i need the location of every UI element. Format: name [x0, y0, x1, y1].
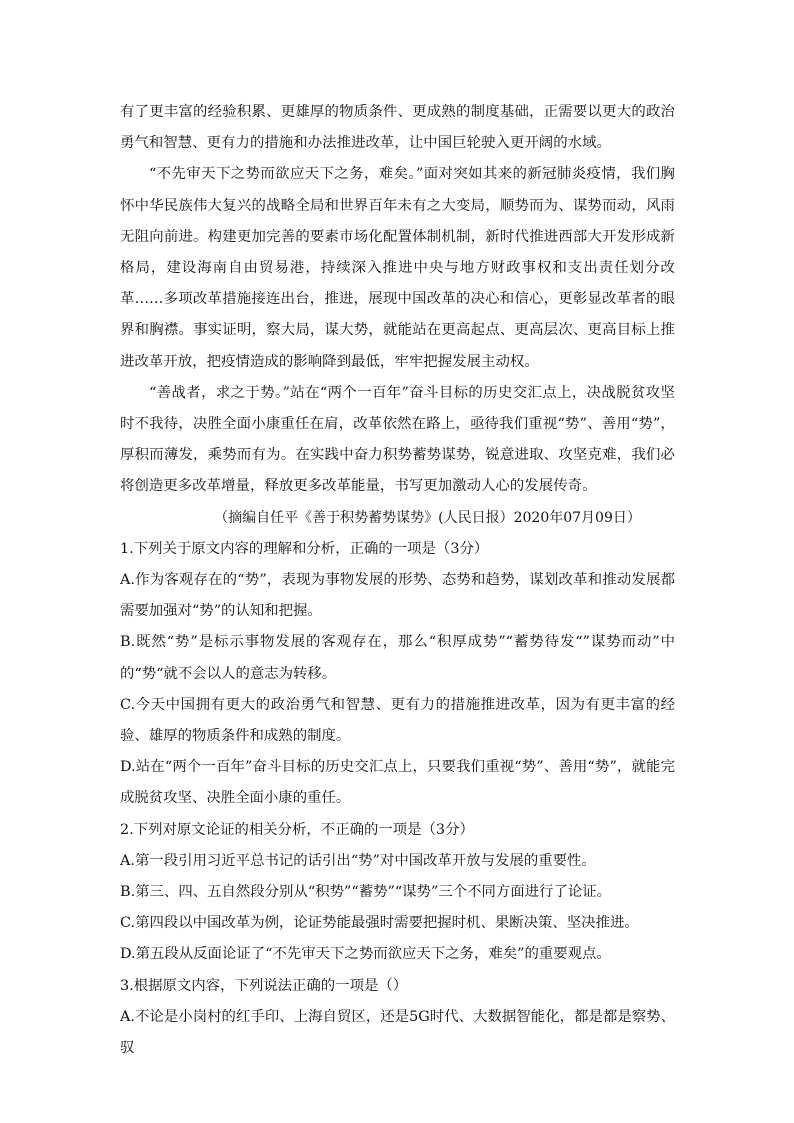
question-3 [120, 971, 675, 1065]
question-stem: 2.下列对原文论证的相关分析，不正确的一项是（3分） [120, 821, 474, 838]
option-a: A.作为客观存在的“势”，表现为事物发展的形势、态势和趋势，谋划改革和推动发展都需要加强对“势”的认知和把握。 [120, 572, 675, 620]
option-a: A.不论是小岗村的红手印、上海自贸区，还是5G时代、大数据智能化，都是都是察势、驭 [120, 1008, 675, 1057]
question-stem: 1.下列关于原文内容的理解和分析，正确的一项是（3分） [120, 540, 489, 557]
option-b: B.第三、四、五自然段分别从“积势”“蓄势”“谋势”三个不同方面进行了论证。 [120, 884, 612, 901]
article-paragraph-3: “善战者，求之于势。”站在“两个一百年”奋斗目标的历史交汇点上，决战脱贫攻坚时不我待，决胜全面小康重任在肩，改革依然在路上，亟待我们重视“势”、善用“势”，厚积而薄发，乘势而有为。在实践中奋力积势蓄势谋势，锐意进取、攻坚克难，我们必将创造更多改革增量，释放更多改革能量，书写更加激动人心的发展传奇。 [120, 384, 675, 495]
article-paragraph-2: “不先审天下之势而欲应天下之务，难矣。”面对突如其来的新冠肺炎疫情，我们胸怀中华民族伟大复兴的战略全局和世界百年未有之大变局，顺势而为、谋势而动，风雨无阻向前进。构建更加完善的要素市场化配置体制机制，新时代推进西部大开发形成新格局，建设海南自由贸易港，持续深入推进中央与地方财政事权和支出责任划分改革……多项改革措施接连出台，推进，展现中国改革的决心和信心，更彰显改革者的眼界和胸襟。事实证明，察大局，谋大势，就能站在更高起点、更高层次、更高目标上推进改革开放，把疫情造成的影响降到最低，牢牢把握发展主动权。 [120, 166, 675, 370]
option-b: B.既然“势”是标示事物发展的客观存在，那么“积厚成势”“蓄势待发“”谋势而动”中的“势“就不会以人的意志为转移。 [120, 634, 675, 682]
option-a: A.第一段引用习近平总书记的话引出“势”对中国改革开放与发展的重要性。 [120, 852, 596, 869]
article-source: （摘编自任平《善于积势蓄势谋势》(人民日报）2020年07月09日） [214, 509, 641, 526]
option-c: C.第四段以中国改革为例，论证势能最强时需要把握时机、果断决策、坚决推进。 [120, 915, 639, 932]
option-d: D.第五段从反面论证了“不先审天下之势而欲应天下之务，难矣”的重要观点。 [120, 946, 611, 963]
article-paragraph-1: 有了更丰富的经验积累、更雄厚的物质条件、更成熟的制度基础，正需要以更大的政治勇气和智慧、更有力的措施和办法推进改革，让中国巨轮驶入更开阔的水域。 [120, 104, 675, 152]
question-stem: 3.根据原文内容，下列说法正确的一项是（） [120, 977, 408, 994]
question-1 [120, 534, 675, 815]
option-d: D.站在“两个一百年”奋斗目标的历史交汇点上，只要我们重视“势”、善用“势”，就能完成脱贫攻坚、决胜全面小康的重任。 [120, 759, 675, 807]
option-c: C.今天中国拥有更大的政治勇气和智慧、更有力的措施推进改革，因为有更丰富的经验、雄厚的物质条件和成熟的制度。 [120, 696, 675, 745]
document-page [120, 97, 675, 1064]
question-2 [120, 815, 675, 971]
